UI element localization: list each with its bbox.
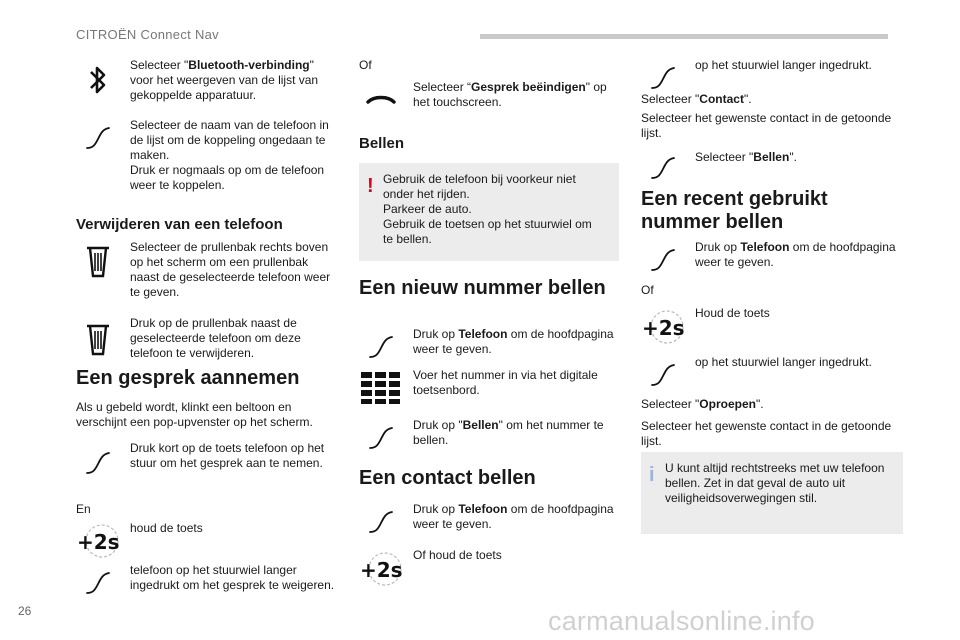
long-press-text: op het stuurwiel langer ingedrukt. <box>695 58 872 72</box>
recent-press-phone-text: Druk op Telefoon om de hoofdpagina weer te geven. <box>695 240 896 269</box>
touch-press-icon <box>641 148 685 188</box>
keypad-icon <box>359 368 403 408</box>
or-text-2: Of <box>641 283 654 297</box>
trash-icon <box>76 320 120 360</box>
select-desired-text: Selecteer het gewenste contact in de getoonde lijst. <box>641 111 892 140</box>
heading-remove-phone: Verwijderen van een telefoon <box>76 216 283 233</box>
warning-icon: ! <box>367 175 374 197</box>
svg-text:+2s: +2s <box>642 316 685 340</box>
trash-icon <box>76 242 120 282</box>
heading-recent-number: Een recent gebruikt nummer bellen <box>641 188 828 233</box>
hold-2s-icon <box>641 307 685 347</box>
info-text: U kunt altijd rechtstreeks met uw telefoon bellen. Zet in dat geval de auto uit veiligheidsoverwegingen stil. <box>665 461 885 505</box>
touch-press-icon <box>641 355 685 395</box>
page-number: 26 <box>18 604 32 618</box>
recent-long-press-text: op het stuurwiel langer ingedrukt. <box>695 355 872 369</box>
touch-press-icon <box>641 240 685 280</box>
header-rule <box>480 34 888 39</box>
keypad-text: Voer het nummer in via het digitale toetsenbord. <box>413 368 598 397</box>
incoming-call-text: Als u gebeld wordt, klinkt een beltoon en verschijnt een pop-upvenster op het scherm. <box>76 400 313 429</box>
select-calls-text: Selecteer "Oproepen". <box>641 397 764 411</box>
watermark: carmanualsonline.info <box>548 606 815 636</box>
heading-calling: Bellen <box>359 135 405 152</box>
touch-press-icon <box>359 502 403 542</box>
or-text: Of <box>359 58 372 72</box>
press-phone-text-2: Druk op Telefoon om de hoofdpagina weer te geven. <box>413 502 614 531</box>
info-note <box>641 452 903 534</box>
press-call-text: Druk op "Bellen" om het nummer te bellen. <box>413 418 604 447</box>
select-desired-text-2: Selecteer het gewenste contact in de getoonde lijst. <box>641 419 892 448</box>
touch-press-icon <box>76 443 120 483</box>
warning-note <box>359 163 619 261</box>
hold-2s-icon <box>359 549 403 589</box>
hold-2s-icon <box>76 521 120 561</box>
reject-text: telefoon op het stuurwiel langer ingedrukt om het gesprek te weigeren. <box>130 563 335 592</box>
touch-press-icon <box>76 118 120 158</box>
press-phone-text: Druk op Telefoon om de hoofdpagina weer te geven. <box>413 327 614 356</box>
or-hold-text: Of houd de toets <box>413 548 502 562</box>
end-call-text: Selecteer “Gesprek beëindigen" op het touchscreen. <box>413 80 607 109</box>
hang-up-icon <box>359 80 403 120</box>
touch-press-icon <box>359 418 403 458</box>
touch-press-icon <box>76 563 120 603</box>
heading-answer-call: Een gesprek aannemen <box>76 367 300 389</box>
unpair-text: Selecteer de naam van de telefoon in de lijst om de koppeling ongedaan te maken. Druk er nogmaals op om de telefoon weer te koppelen. <box>130 118 329 192</box>
answer-text: Druk kort op de toets telefoon op het stuur om het gesprek aan te nemen. <box>130 441 325 470</box>
warning-text: Gebruik de telefoon bij voorkeur niet onder het rijden. Parkeer de auto. Gebruik de toetsen op het stuurwiel om te bellen. <box>383 172 592 246</box>
bluetooth-icon <box>76 60 120 100</box>
recent-hold-text: Houd de toets <box>695 306 770 320</box>
running-header: CITROËN Connect Nav <box>76 27 219 42</box>
svg-text:+2s: +2s <box>360 558 403 582</box>
heading-new-number: Een nieuw nummer bellen <box>359 277 606 299</box>
and-text: En <box>76 502 91 516</box>
heading-call-contact: Een contact bellen <box>359 467 536 489</box>
info-icon: i <box>649 464 655 486</box>
hold-text: houd de toets <box>130 521 203 535</box>
svg-text:+2s: +2s <box>77 530 120 554</box>
touch-press-icon <box>359 327 403 367</box>
trash-text-1: Selecteer de prullenbak rechts boven op het scherm om een prullenbak naast de geselecteerde telefoon weer te geven. <box>130 240 331 299</box>
bluetooth-text: Selecteer "Bluetooth-verbinding" voor het weergeven van de lijst van gekoppelde apparatuur. <box>130 58 319 102</box>
select-call-text: Selecteer "Bellen". <box>695 150 797 164</box>
trash-text-2: Druk op de prullenbak naast de geselecteerde telefoon om deze telefoon te verwijderen. <box>130 316 301 360</box>
select-contact-text: Selecteer "Contact". <box>641 92 752 106</box>
